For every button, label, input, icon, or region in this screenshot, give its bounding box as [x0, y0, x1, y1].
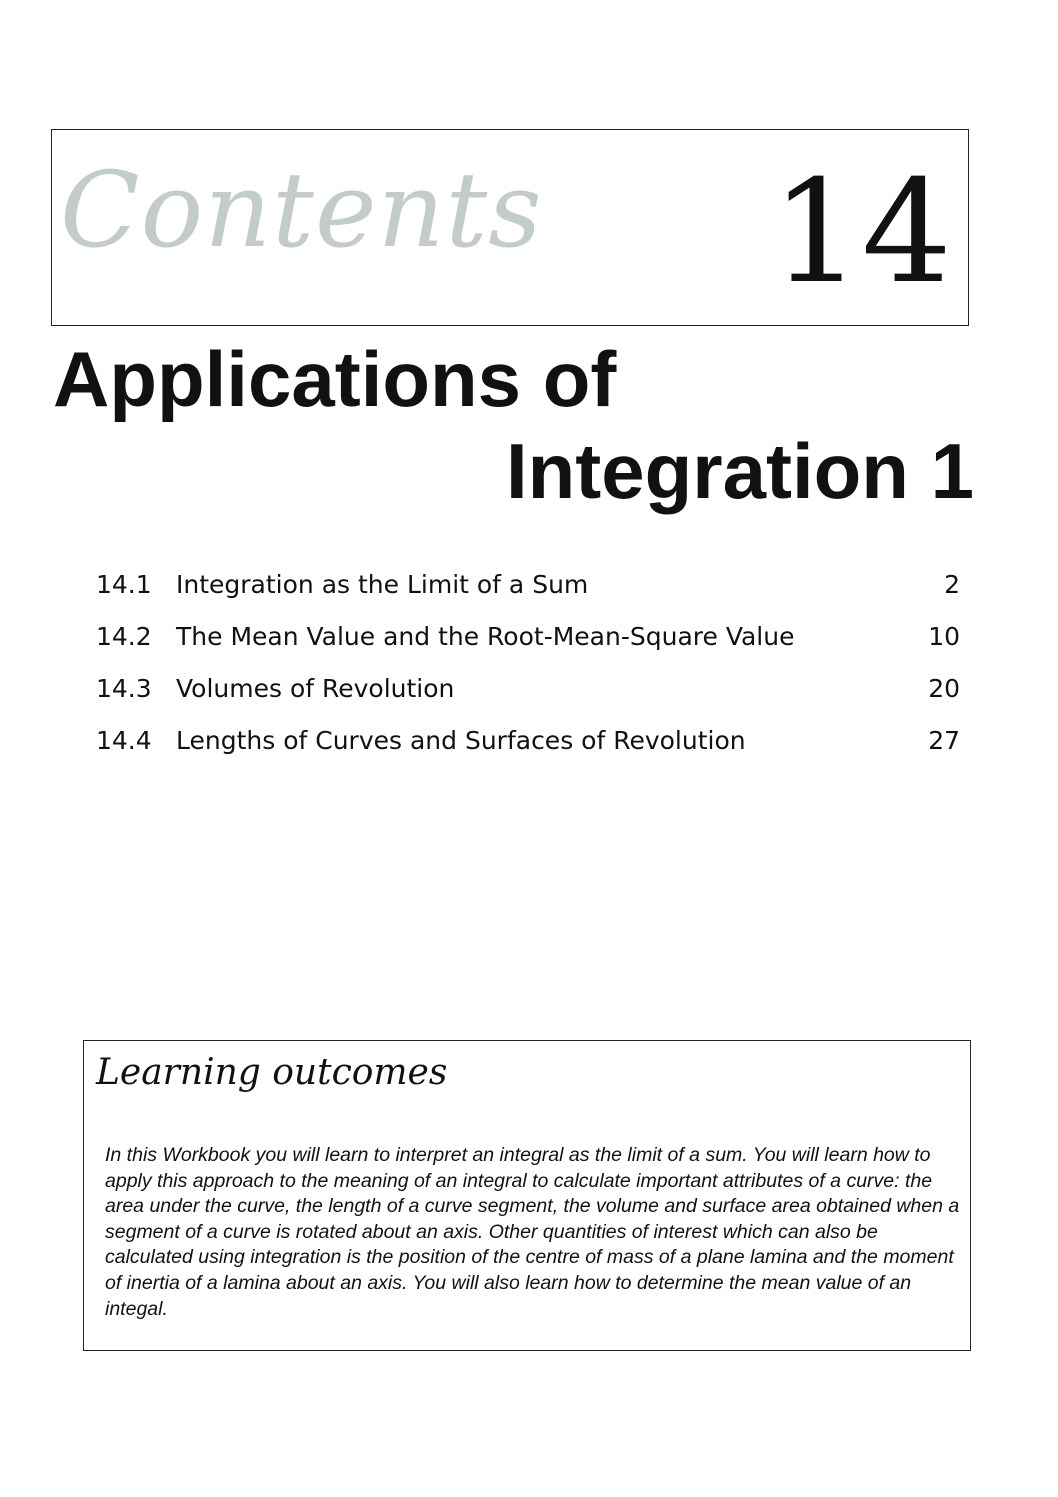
- toc-entry-14-2[interactable]: [96, 618, 962, 670]
- toc-page-number: 2: [944, 570, 960, 599]
- toc-entry-14-1[interactable]: [96, 566, 962, 618]
- toc-section-title[interactable]: The Mean Value and the Root-Mean-Square Value: [176, 622, 795, 651]
- page-title-line-2: Integration 1: [505, 427, 974, 515]
- contents-label: Contents: [60, 149, 543, 271]
- toc-section-number: 14.2: [96, 622, 152, 651]
- toc-section-number: 14.4: [96, 726, 152, 755]
- toc-section-title[interactable]: Volumes of Revolution: [176, 674, 455, 703]
- toc-page-number: 20: [928, 674, 960, 703]
- learning-outcomes-heading: Learning outcomes: [96, 1052, 448, 1093]
- toc-section-title[interactable]: Integration as the Limit of a Sum: [176, 570, 589, 599]
- learning-outcomes-text: In this Workbook you will learn to interpret an integral as the limit of a sum. You will learn how to apply this approach to the meaning of an integral to calculate important attributes of a curve: the area under the curve, the length of a curve segment, the volume and surface area obtained when a segment of a curve is rotated about an axis. Other quantities of interest which can also be calculated using integration is the position of the centre of mass of a plane lamina and the moment of inertia of a lamina about an axis. You will also learn how to determine the mean value of an integal.: [105, 1144, 960, 1320]
- toc-section-number: 14.3: [96, 674, 152, 703]
- toc-page-number: 27: [928, 726, 960, 755]
- page-title-line-1: Applications of: [53, 335, 617, 423]
- learning-outcomes-box: [83, 1040, 971, 1351]
- toc-entry-14-3[interactable]: [96, 670, 962, 722]
- table-of-contents: [96, 566, 962, 774]
- toc-entry-14-4[interactable]: [96, 722, 962, 774]
- chapter-number: 14: [771, 150, 952, 315]
- toc-section-number: 14.1: [96, 570, 152, 599]
- toc-section-title[interactable]: Lengths of Curves and Surfaces of Revolution: [176, 726, 746, 755]
- toc-page-number: 10: [928, 622, 960, 651]
- contents-header-box: [51, 129, 969, 326]
